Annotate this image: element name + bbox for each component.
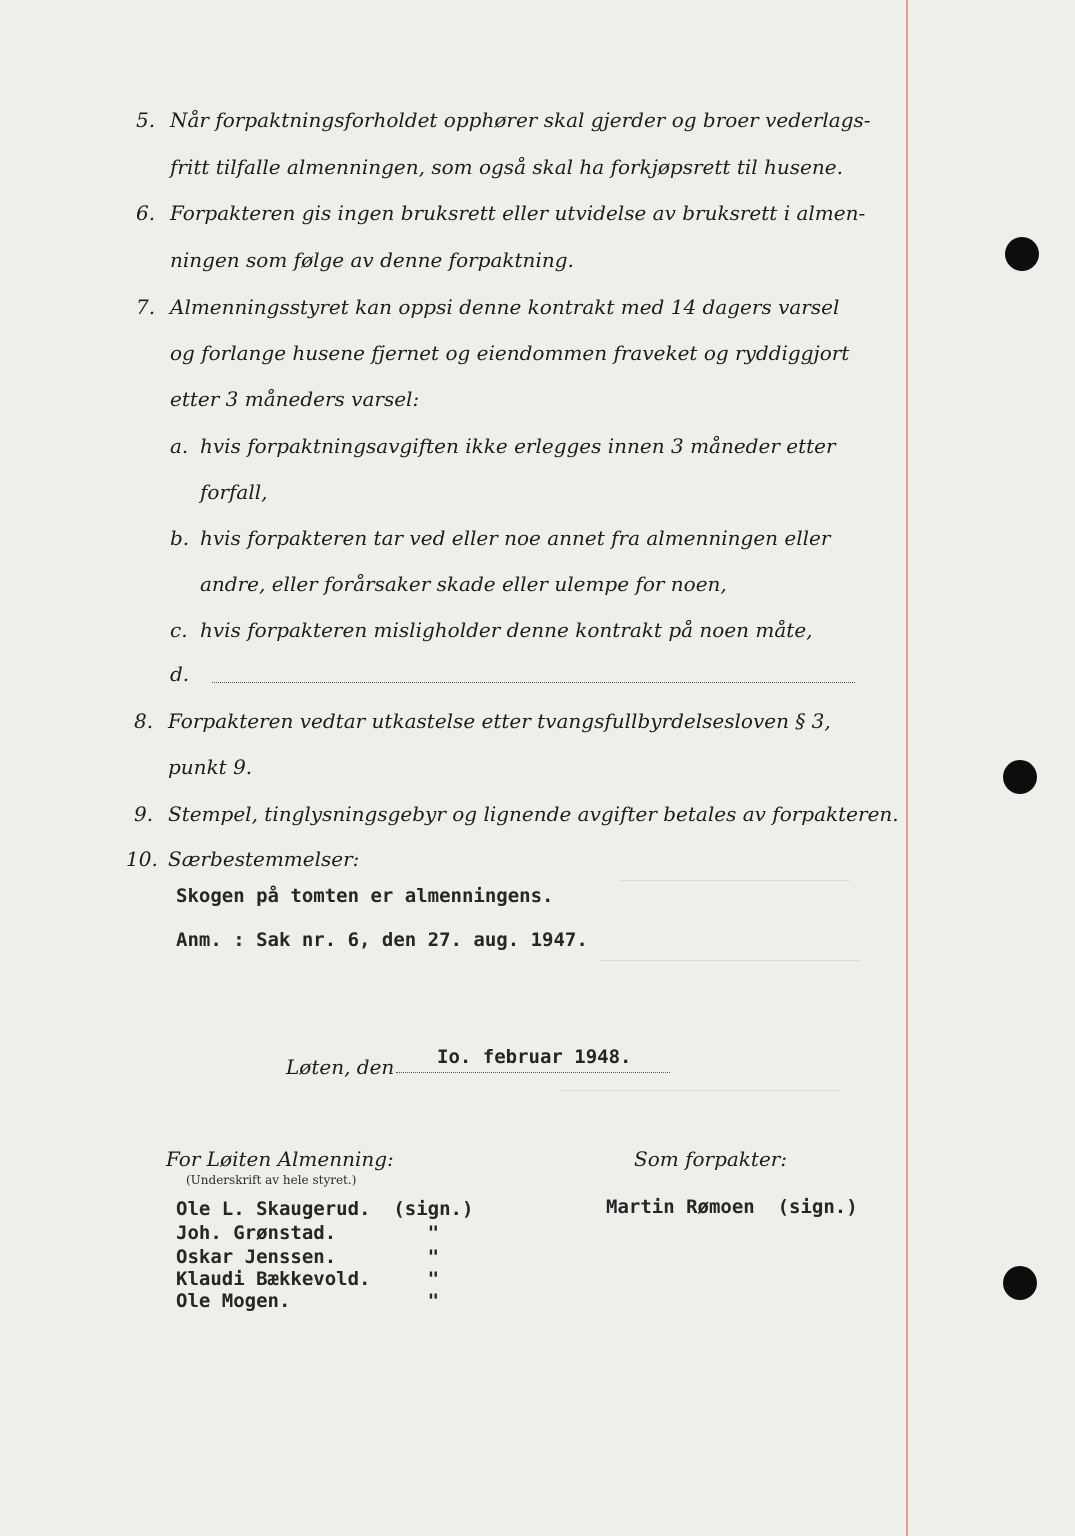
- clause-8-number: 8.: [134, 709, 154, 733]
- clause-8-line-2: punkt 9.: [168, 755, 253, 779]
- clause-7c-label: c.: [170, 618, 188, 642]
- clause-7a-line-1: hvis forpaktningsavgiften ikke erlegges innen 3 måneder etter: [200, 434, 836, 458]
- clause-10-typed-2: Anm. : Sak nr. 6, den 27. aug. 1947.: [176, 929, 588, 951]
- clause-8-line-1: Forpakteren vedtar utkastelse etter tvangsfullbyrdelsesloven § 3,: [168, 709, 831, 733]
- signer-name: Ole Mogen. ": [176, 1290, 440, 1312]
- signer-name: Joh. Grønstad. ": [176, 1222, 440, 1244]
- tenant-signature: Martin Rømoen (sign.): [606, 1196, 858, 1218]
- clause-10-line-1: Særbestemmelser:: [168, 847, 360, 871]
- binder-hole-icon: [1005, 237, 1039, 271]
- clause-7-line-2: og forlange husene fjernet og eiendommen fraveket og ryddiggjort: [170, 341, 850, 365]
- left-signature-note: (Underskrift av hele styret.): [186, 1173, 357, 1187]
- clause-10-number: 10.: [126, 847, 158, 871]
- binder-hole-icon: [1003, 760, 1037, 794]
- signer-name: Klaudi Bækkevold. ": [176, 1268, 440, 1290]
- clause-9-number: 9.: [134, 802, 154, 826]
- red-margin-line: [906, 0, 908, 1536]
- binder-hole-icon: [1003, 1266, 1037, 1300]
- clause-10-typed-1: Skogen på tomten er almenningens.: [176, 885, 554, 907]
- clause-7c-line-1: hvis forpakteren misligholder denne kontrakt på noen måte,: [200, 618, 813, 642]
- clause-7b-line-2: andre, eller forårsaker skade eller ulempe for noen,: [200, 572, 727, 596]
- clause-5-line-1: Når forpaktningsforholdet opphører skal gjerder og broer vederlags-: [170, 108, 871, 132]
- date-label: Løten, den: [286, 1055, 395, 1079]
- clause-7d-label: d.: [170, 662, 190, 686]
- clause-7b-line-1: hvis forpakteren tar ved eller noe annet fra almenningen eller: [200, 526, 831, 550]
- bleed-through-line: [560, 1090, 840, 1091]
- clause-6-line-2: ningen som følge av denne forpaktning.: [170, 248, 574, 272]
- right-signature-heading: Som forpakter:: [634, 1147, 788, 1171]
- left-signature-heading: For Løiten Almenning:: [166, 1147, 394, 1171]
- clause-7-line-1: Almenningsstyret kan oppsi denne kontrakt med 14 dagers varsel: [170, 295, 840, 319]
- signer-name: Oskar Jenssen. ": [176, 1246, 440, 1268]
- clause-7-number: 7.: [136, 295, 156, 319]
- clause-7-line-3: etter 3 måneders varsel:: [170, 387, 420, 411]
- clause-9-line-1: Stempel, tinglysningsgebyr og lignende avgifter betales av forpakteren.: [168, 802, 899, 826]
- date-value: Io. februar 1948.: [437, 1046, 632, 1068]
- clause-7a-line-2: forfall,: [200, 480, 268, 504]
- date-blank-line: [396, 1072, 670, 1073]
- bleed-through-line: [620, 880, 850, 881]
- clause-5-line-2: fritt tilfalle almenningen, som også skal ha forkjøpsrett til husene.: [170, 155, 843, 179]
- clause-7a-label: a.: [170, 434, 189, 458]
- clause-7d-blank-line: [212, 682, 855, 683]
- clause-5-number: 5.: [136, 108, 156, 132]
- clause-6-number: 6.: [136, 201, 156, 225]
- signer-name: Ole L. Skaugerud. (sign.): [176, 1198, 474, 1220]
- bleed-through-line: [600, 960, 860, 961]
- clause-7b-label: b.: [170, 526, 190, 550]
- clause-6-line-1: Forpakteren gis ingen bruksrett eller utvidelse av bruksrett i almen-: [170, 201, 866, 225]
